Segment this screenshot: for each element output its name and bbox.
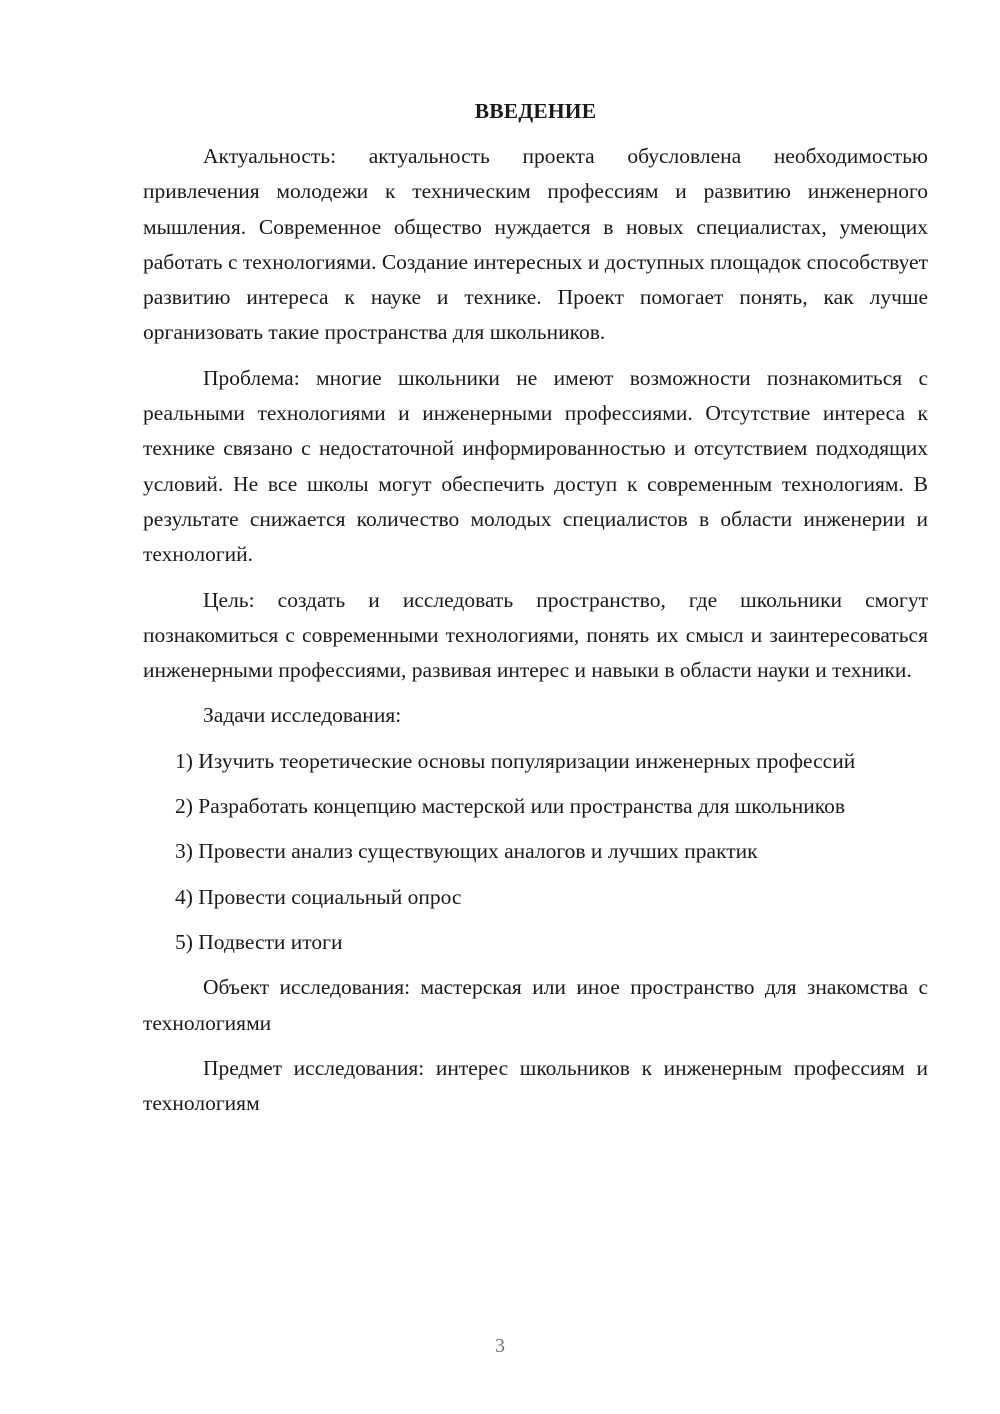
paragraph-goal: Цель: создать и исследовать пространство, где школьники смогут познакомиться с современными технологиями, понять их смысл и заинтересоваться инженерными профессиями, развивая интерес и навыки в области науки и техники. [143,587,928,683]
task-item-5: 5) Подвести итоги [175,929,343,954]
paragraph-object: Объект исследования: мастерская или иное пространство для знакомства с технологиями [143,975,928,1035]
document-page [143,94,928,1131]
task-item-1: 1) Изучить теоретические основы популяризации инженерных профессий [175,748,856,773]
task-item-2: 2) Разработать концепцию мастерской или пространства для школьников [175,794,846,819]
tasks-title: Задачи исследования: [203,703,402,728]
task-item-3: 3) Провести анализ существующих аналогов и лучших практик [175,839,758,864]
paragraph-subject: Предмет исследования: интерес школьников к инженерным профессиям и технологиям [143,1055,928,1116]
task-item-4: 4) Провести социальный опрос [175,884,462,909]
section-heading: ВВЕДЕНИЕ [474,99,597,123]
page-number: 3 [495,1335,505,1357]
paragraph-relevance: Актуальность: актуальность проекта обусловлена необходимостью привлечения молодежи к техническим профессиям и развитию инженерного мышления. Современное общество нуждается в новых специалистах, умеющих работать с технологиями. Создание интересных и доступных площадок способствует развитию интереса к науке и технике. Проект помогает понять, как лучше организовать такие пространства для школьников. [143,144,928,345]
paragraph-problem: Проблема: многие школьники не имеют возможности познакомиться с реальными технологиями и инженерными профессиями. Отсутствие интереса к технике связано с недостаточной информированностью и отсутствием подходящих условий. Не все школы могут обеспечить доступ к современным технологиям. В результате снижается количество молодых специалистов в области инженерии и технологий. [143,365,928,567]
